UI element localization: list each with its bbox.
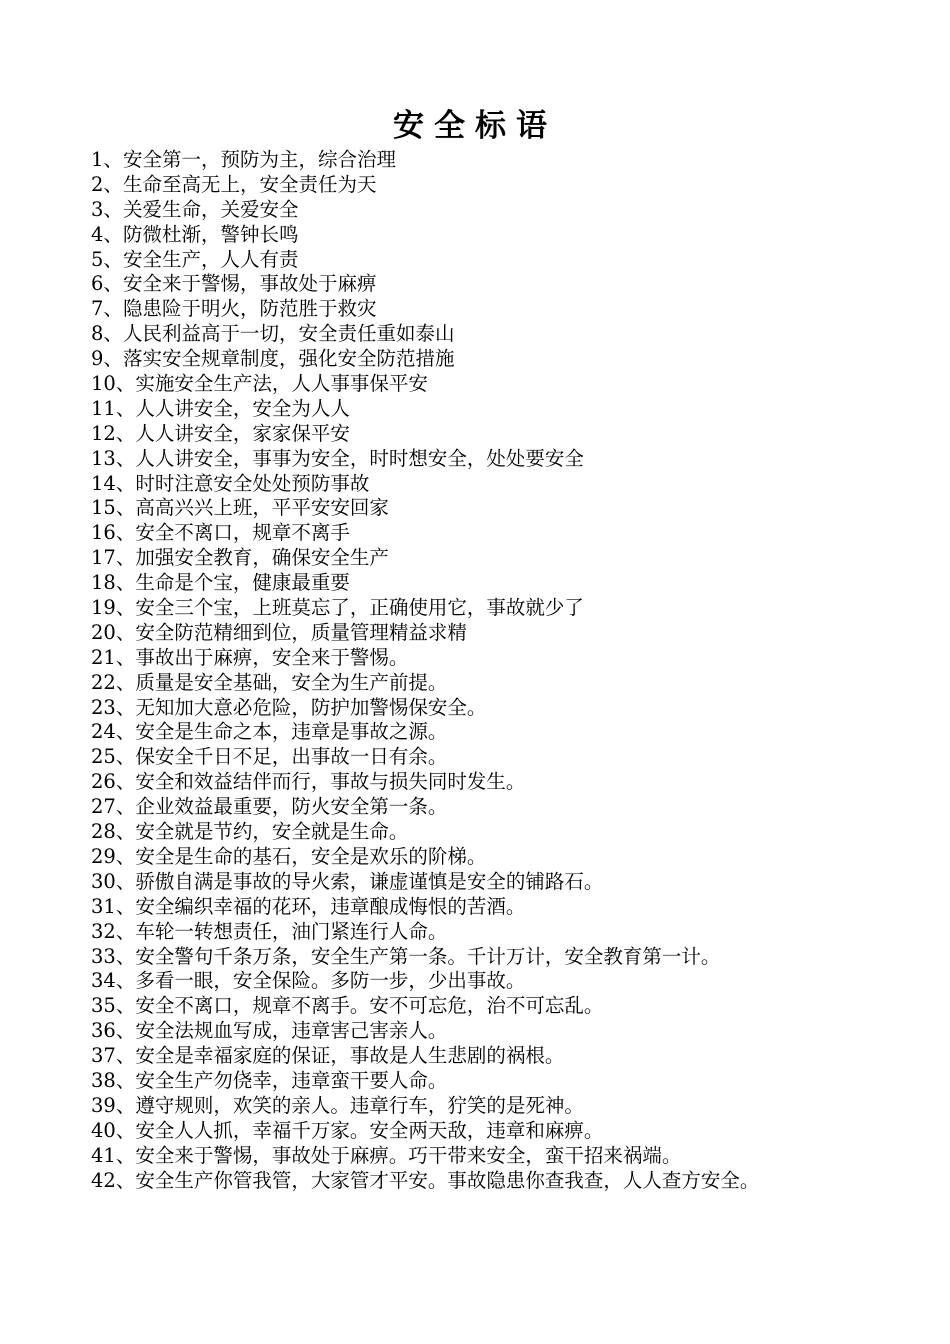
slogan-number: 7: [91, 297, 104, 321]
slogan-number: 36: [91, 1019, 116, 1043]
slogan-separator: 、: [103, 272, 123, 296]
slogan-text: 实施安全生产法，人人事事保平安: [135, 372, 428, 396]
slogan-item: [91, 422, 911, 447]
slogan-text: 安全人人抓，幸福千万家。安全两天敌，违章和麻痹。: [135, 1118, 604, 1142]
slogan-number: 30: [91, 869, 116, 893]
slogan-item: [91, 148, 911, 173]
slogan-number: 31: [91, 894, 116, 918]
slogan-text: 骄傲自满是事故的导火索，谦虚谨慎是安全的铺路石。: [135, 869, 604, 893]
slogan-text: 安全是幸福家庭的保证，事故是人生悲剧的祸根。: [135, 1044, 565, 1068]
slogan-number: 15: [91, 496, 116, 520]
slogan-text: 安全防范精细到位，质量管理精益求精: [135, 620, 467, 644]
slogan-separator: 、: [103, 322, 123, 346]
slogan-separator: 、: [115, 645, 136, 669]
slogan-separator: 、: [115, 372, 136, 396]
slogan-number: 34: [91, 969, 116, 993]
slogan-text: 安全第一，预防为主，综合治理: [122, 148, 396, 171]
slogan-number: 4: [91, 222, 104, 246]
slogan-separator: 、: [115, 869, 136, 893]
slogan-item: [91, 173, 911, 198]
slogan-text: 安全生产你管我管，大家管才平安。事故隐患你查我查，人人查方安全。: [135, 1168, 760, 1192]
slogan-item: [91, 397, 911, 422]
slogan-text: 遵守规则，欢笑的亲人。违章行车，狞笑的是死神。: [135, 1093, 584, 1117]
slogan-item: [91, 546, 911, 571]
slogan-number: 37: [91, 1044, 116, 1068]
slogan-item: [91, 248, 911, 273]
slogan-text: 安全是生命的基石，安全是欢乐的阶梯。: [135, 844, 487, 868]
slogan-list: [91, 148, 911, 1193]
slogan-item: [91, 770, 911, 795]
slogan-number: 18: [91, 571, 116, 595]
slogan-item: [91, 745, 911, 770]
slogan-separator: 、: [115, 720, 136, 744]
slogan-separator: 、: [103, 197, 123, 221]
slogan-number: 26: [91, 770, 116, 794]
slogan-item: [91, 820, 911, 845]
slogan-item: [91, 272, 911, 297]
slogan-item: [91, 945, 911, 970]
slogan-number: 39: [91, 1093, 116, 1117]
slogan-text: 安全三个宝，上班莫忘了，正确使用它，事故就少了: [135, 596, 584, 620]
slogan-number: 41: [91, 1143, 116, 1167]
slogan-text: 安全编织幸福的花环，违章酿成悔恨的苦酒。: [135, 894, 526, 918]
slogan-number: 27: [91, 795, 116, 819]
slogan-text: 企业效益最重要，防火安全第一条。: [135, 795, 448, 819]
slogan-text: 安全不离口，规章不离手。安不可忘危，治不可忘乱。: [135, 994, 604, 1018]
slogan-number: 12: [91, 421, 116, 445]
slogan-text: 安全就是节约，安全就是生命。: [135, 820, 409, 844]
slogan-item: [91, 969, 911, 994]
slogan-text: 人人讲安全，事事为安全，时时想安全，处处要安全: [135, 446, 584, 470]
slogan-text: 安全和效益结伴而行，事故与损失同时发生。: [135, 770, 526, 794]
slogan-separator: 、: [115, 421, 136, 445]
slogan-separator: 、: [115, 745, 136, 769]
slogan-number: 33: [91, 944, 116, 968]
slogan-item: [91, 1119, 911, 1144]
slogan-separator: 、: [115, 546, 136, 570]
slogan-item: [91, 223, 911, 248]
slogan-separator: 、: [115, 1168, 136, 1192]
slogan-number: 29: [91, 844, 116, 868]
slogan-separator: 、: [115, 620, 136, 644]
slogan-item: [91, 1069, 911, 1094]
slogan-number: 3: [91, 197, 104, 221]
slogan-separator: 、: [115, 994, 136, 1018]
slogan-text: 落实安全规章制度，强化安全防范措施: [122, 347, 455, 371]
slogan-text: 安全来于警惕，事故处于麻痹。巧干带来安全，蛮干招来祸端。: [135, 1143, 682, 1167]
slogan-separator: 、: [103, 148, 123, 171]
slogan-text: 人人讲安全，家家保平安: [135, 421, 350, 445]
slogan-text: 加强安全教育，确保安全生产: [135, 546, 389, 570]
slogan-number: 17: [91, 546, 116, 570]
slogan-separator: 、: [115, 944, 136, 968]
slogan-separator: 、: [103, 247, 123, 271]
slogan-number: 38: [91, 1068, 116, 1092]
slogan-item: [91, 920, 911, 945]
slogan-separator: 、: [115, 446, 136, 470]
slogan-item: [91, 994, 911, 1019]
slogan-text: 安全警句千条万条，安全生产第一条。千计万计，安全教育第一计。: [135, 944, 721, 968]
slogan-item: [91, 521, 911, 546]
slogan-item: [91, 372, 911, 397]
slogan-number: 25: [91, 745, 116, 769]
slogan-number: 9: [91, 347, 104, 371]
slogan-separator: 、: [103, 297, 123, 321]
slogan-number: 42: [91, 1168, 116, 1192]
slogan-separator: 、: [115, 795, 136, 819]
slogan-item: [91, 671, 911, 696]
slogan-number: 13: [91, 446, 116, 470]
slogan-item: [91, 646, 911, 671]
slogan-number: 22: [91, 670, 116, 694]
slogan-number: 19: [91, 596, 116, 620]
slogan-text: 车轮一转想责任，油门紧连行人命。: [135, 919, 448, 943]
slogan-item: [91, 496, 911, 521]
slogan-number: 35: [91, 994, 116, 1018]
slogan-separator: 、: [115, 596, 136, 620]
slogan-separator: 、: [115, 969, 136, 993]
slogan-text: 高高兴兴上班，平平安安回家: [135, 496, 389, 520]
slogan-item: [91, 795, 911, 820]
slogan-number: 6: [91, 272, 104, 296]
slogan-text: 隐患险于明火，防范胜于救灾: [122, 297, 377, 321]
slogan-item: [91, 845, 911, 870]
slogan-item: [91, 1169, 911, 1194]
slogan-number: 14: [91, 471, 116, 495]
document-title: 安全标语: [393, 108, 557, 144]
slogan-item: [91, 447, 911, 472]
slogan-separator: 、: [115, 844, 136, 868]
slogan-number: 11: [91, 396, 116, 420]
slogan-number: 21: [91, 645, 116, 669]
slogan-item: [91, 347, 911, 372]
slogan-separator: 、: [103, 222, 123, 246]
slogan-number: 2: [91, 172, 104, 196]
slogan-text: 安全来于警惕，事故处于麻痹: [122, 272, 377, 296]
slogan-separator: 、: [115, 1118, 136, 1142]
slogan-text: 人人讲安全，安全为人人: [135, 396, 350, 420]
slogan-text: 事故出于麻痹，安全来于警惕。: [135, 645, 409, 669]
slogan-item: [91, 297, 911, 322]
slogan-number: 1: [91, 148, 104, 171]
slogan-item: [91, 720, 911, 745]
slogan-item: [91, 621, 911, 646]
slogan-text: 安全是生命之本，违章是事故之源。: [135, 720, 448, 744]
slogan-item: [91, 472, 911, 497]
slogan-separator: 、: [115, 695, 136, 719]
slogan-item: [91, 1144, 911, 1169]
slogan-text: 安全生产，人人有责: [122, 247, 299, 271]
slogan-text: 多看一眼，安全保险。多防一步，少出事故。: [135, 969, 526, 993]
slogan-separator: 、: [115, 1019, 136, 1043]
slogan-item: [91, 322, 911, 347]
slogan-number: 23: [91, 695, 116, 719]
slogan-number: 40: [91, 1118, 116, 1142]
slogan-separator: 、: [115, 1044, 136, 1068]
slogan-separator: 、: [115, 919, 136, 943]
slogan-text: 人民利益高于一切，安全责任重如泰山: [122, 322, 455, 346]
slogan-separator: 、: [103, 172, 123, 196]
slogan-separator: 、: [115, 471, 136, 495]
slogan-text: 质量是安全基础，安全为生产前提。: [135, 670, 448, 694]
slogan-text: 保安全千日不足，出事故一日有余。: [135, 745, 448, 769]
slogan-text: 安全法规血写成，违章害己害亲人。: [135, 1019, 448, 1043]
slogan-separator: 、: [103, 347, 123, 371]
slogan-separator: 、: [115, 820, 136, 844]
slogan-item: [91, 895, 911, 920]
slogan-separator: 、: [115, 1143, 136, 1167]
slogan-text: 关爱生命，关爱安全: [122, 197, 299, 221]
slogan-separator: 、: [115, 670, 136, 694]
slogan-item: [91, 1044, 911, 1069]
slogan-item: [91, 198, 911, 223]
slogan-number: 20: [91, 620, 116, 644]
slogan-item: [91, 1019, 911, 1044]
slogan-number: 16: [91, 521, 116, 545]
slogan-item: [91, 870, 911, 895]
slogan-separator: 、: [115, 1093, 136, 1117]
slogan-item: [91, 1094, 911, 1119]
slogan-separator: 、: [115, 396, 136, 420]
slogan-text: 无知加大意必危险，防护加警惕保安全。: [135, 695, 487, 719]
slogan-separator: 、: [115, 1068, 136, 1092]
slogan-text: 防微杜渐，警钟长鸣: [122, 222, 299, 246]
slogan-separator: 、: [115, 521, 136, 545]
slogan-item: [91, 571, 911, 596]
slogan-item: [91, 696, 911, 721]
slogan-number: 10: [91, 372, 116, 396]
slogan-text: 生命是个宝，健康最重要: [135, 571, 350, 595]
slogan-number: 8: [91, 322, 104, 346]
slogan-text: 安全不离口，规章不离手: [135, 521, 350, 545]
slogan-separator: 、: [115, 770, 136, 794]
slogan-text: 时时注意安全处处预防事故: [135, 471, 370, 495]
slogan-separator: 、: [115, 496, 136, 520]
slogan-text: 生命至高无上，安全责任为天: [122, 172, 377, 196]
slogan-separator: 、: [115, 571, 136, 595]
slogan-text: 安全生产勿侥幸，违章蛮干要人命。: [135, 1068, 448, 1092]
slogan-number: 24: [91, 720, 116, 744]
slogan-separator: 、: [115, 894, 136, 918]
slogan-number: 5: [91, 247, 104, 271]
slogan-number: 28: [91, 820, 116, 844]
slogan-number: 32: [91, 919, 116, 943]
slogan-item: [91, 596, 911, 621]
